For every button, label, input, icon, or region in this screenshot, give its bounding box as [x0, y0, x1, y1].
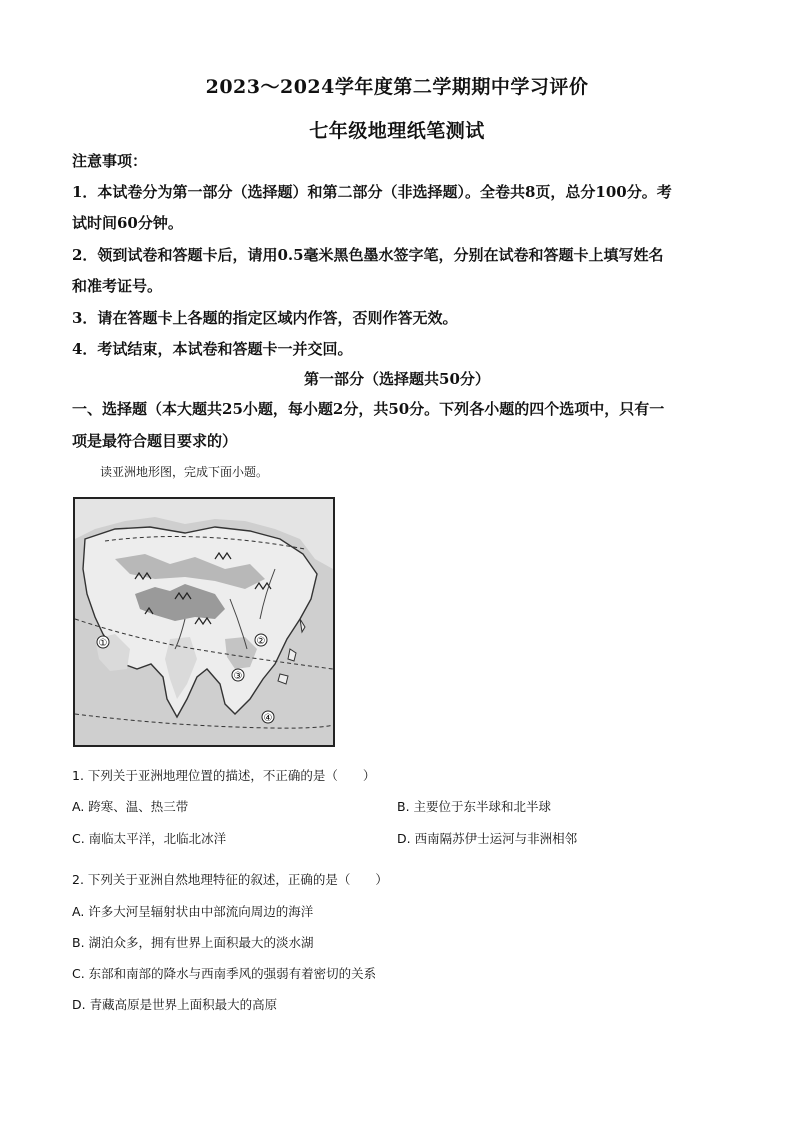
- exam-title: 2023～2024学年度第二学期期中学习评价: [205, 76, 589, 98]
- question-2-stem: 2. 下列关于亚洲自然地理特征的叙述，正确的是（ ）: [72, 872, 388, 887]
- notes-heading: 注意事项：: [72, 152, 148, 170]
- note-item-4: 4．考试结束，本试卷和答题卡一并交回。: [72, 340, 353, 358]
- question-2-option-a[interactable]: A. 许多大河呈辐射状由中部流向周边的海洋: [72, 904, 314, 919]
- marker-3-label: ③: [233, 671, 243, 682]
- section-1-instruction-line-2: 项是最符合题目要求的）: [72, 432, 238, 450]
- question-2-option-d[interactable]: D. 青藏高原是世界上面积最大的高原: [72, 997, 278, 1012]
- question-2-option-c[interactable]: C. 东部和南部的降水与西南季风的强弱有着密切的关系: [72, 966, 377, 981]
- note-item-3: 3．请在答题卡上各题的指定区域内作答，否则作答无效。: [72, 309, 458, 327]
- asia-terrain-map: [73, 497, 335, 747]
- marker-4-label: ④: [263, 713, 273, 724]
- note-item-1-line-2: 试时间60分钟。: [72, 214, 183, 232]
- part-1-heading: 第一部分（选择题共50分）: [304, 370, 490, 388]
- question-1-stem: 1. 下列关于亚洲地理位置的描述，不正确的是（ ）: [72, 768, 376, 783]
- note-item-1-line-1: 1．本试卷分为第一部分（选择题）和第二部分（非选择题）。全卷共8页，总分100分。考: [72, 183, 672, 201]
- note-item-2-line-2: 和准考证号。: [72, 277, 163, 295]
- note-item-2-line-1: 2．领到试卷和答题卡后，请用0.5毫米黑色墨水签字笔，分别在试卷和答题卡上填写姓名: [72, 246, 664, 264]
- question-1-option-b[interactable]: B. 主要位于东半球和北半球: [397, 799, 552, 814]
- question-1-option-d[interactable]: D. 西南隔苏伊士运河与非洲相邻: [397, 831, 578, 846]
- marker-1-label: ①: [98, 638, 108, 649]
- question-1-option-a[interactable]: A. 跨寒、温、热三带: [72, 799, 189, 814]
- map-intro-text: 读亚洲地形图，完成下面小题。: [100, 465, 269, 479]
- marker-2-label: ②: [256, 636, 266, 647]
- exam-subtitle: 七年级地理纸笔测试: [309, 120, 485, 142]
- section-1-instruction-line-1: 一、选择题（本大题共25小题，每小题2分，共50分。下列各小题的四个选项中，只有一: [72, 400, 665, 418]
- question-2-option-b[interactable]: B. 湖泊众多，拥有世界上面积最大的淡水湖: [72, 935, 314, 950]
- question-1-option-c[interactable]: C. 南临太平洋，北临北冰洋: [72, 831, 227, 846]
- asia-map-graphic: [75, 499, 333, 745]
